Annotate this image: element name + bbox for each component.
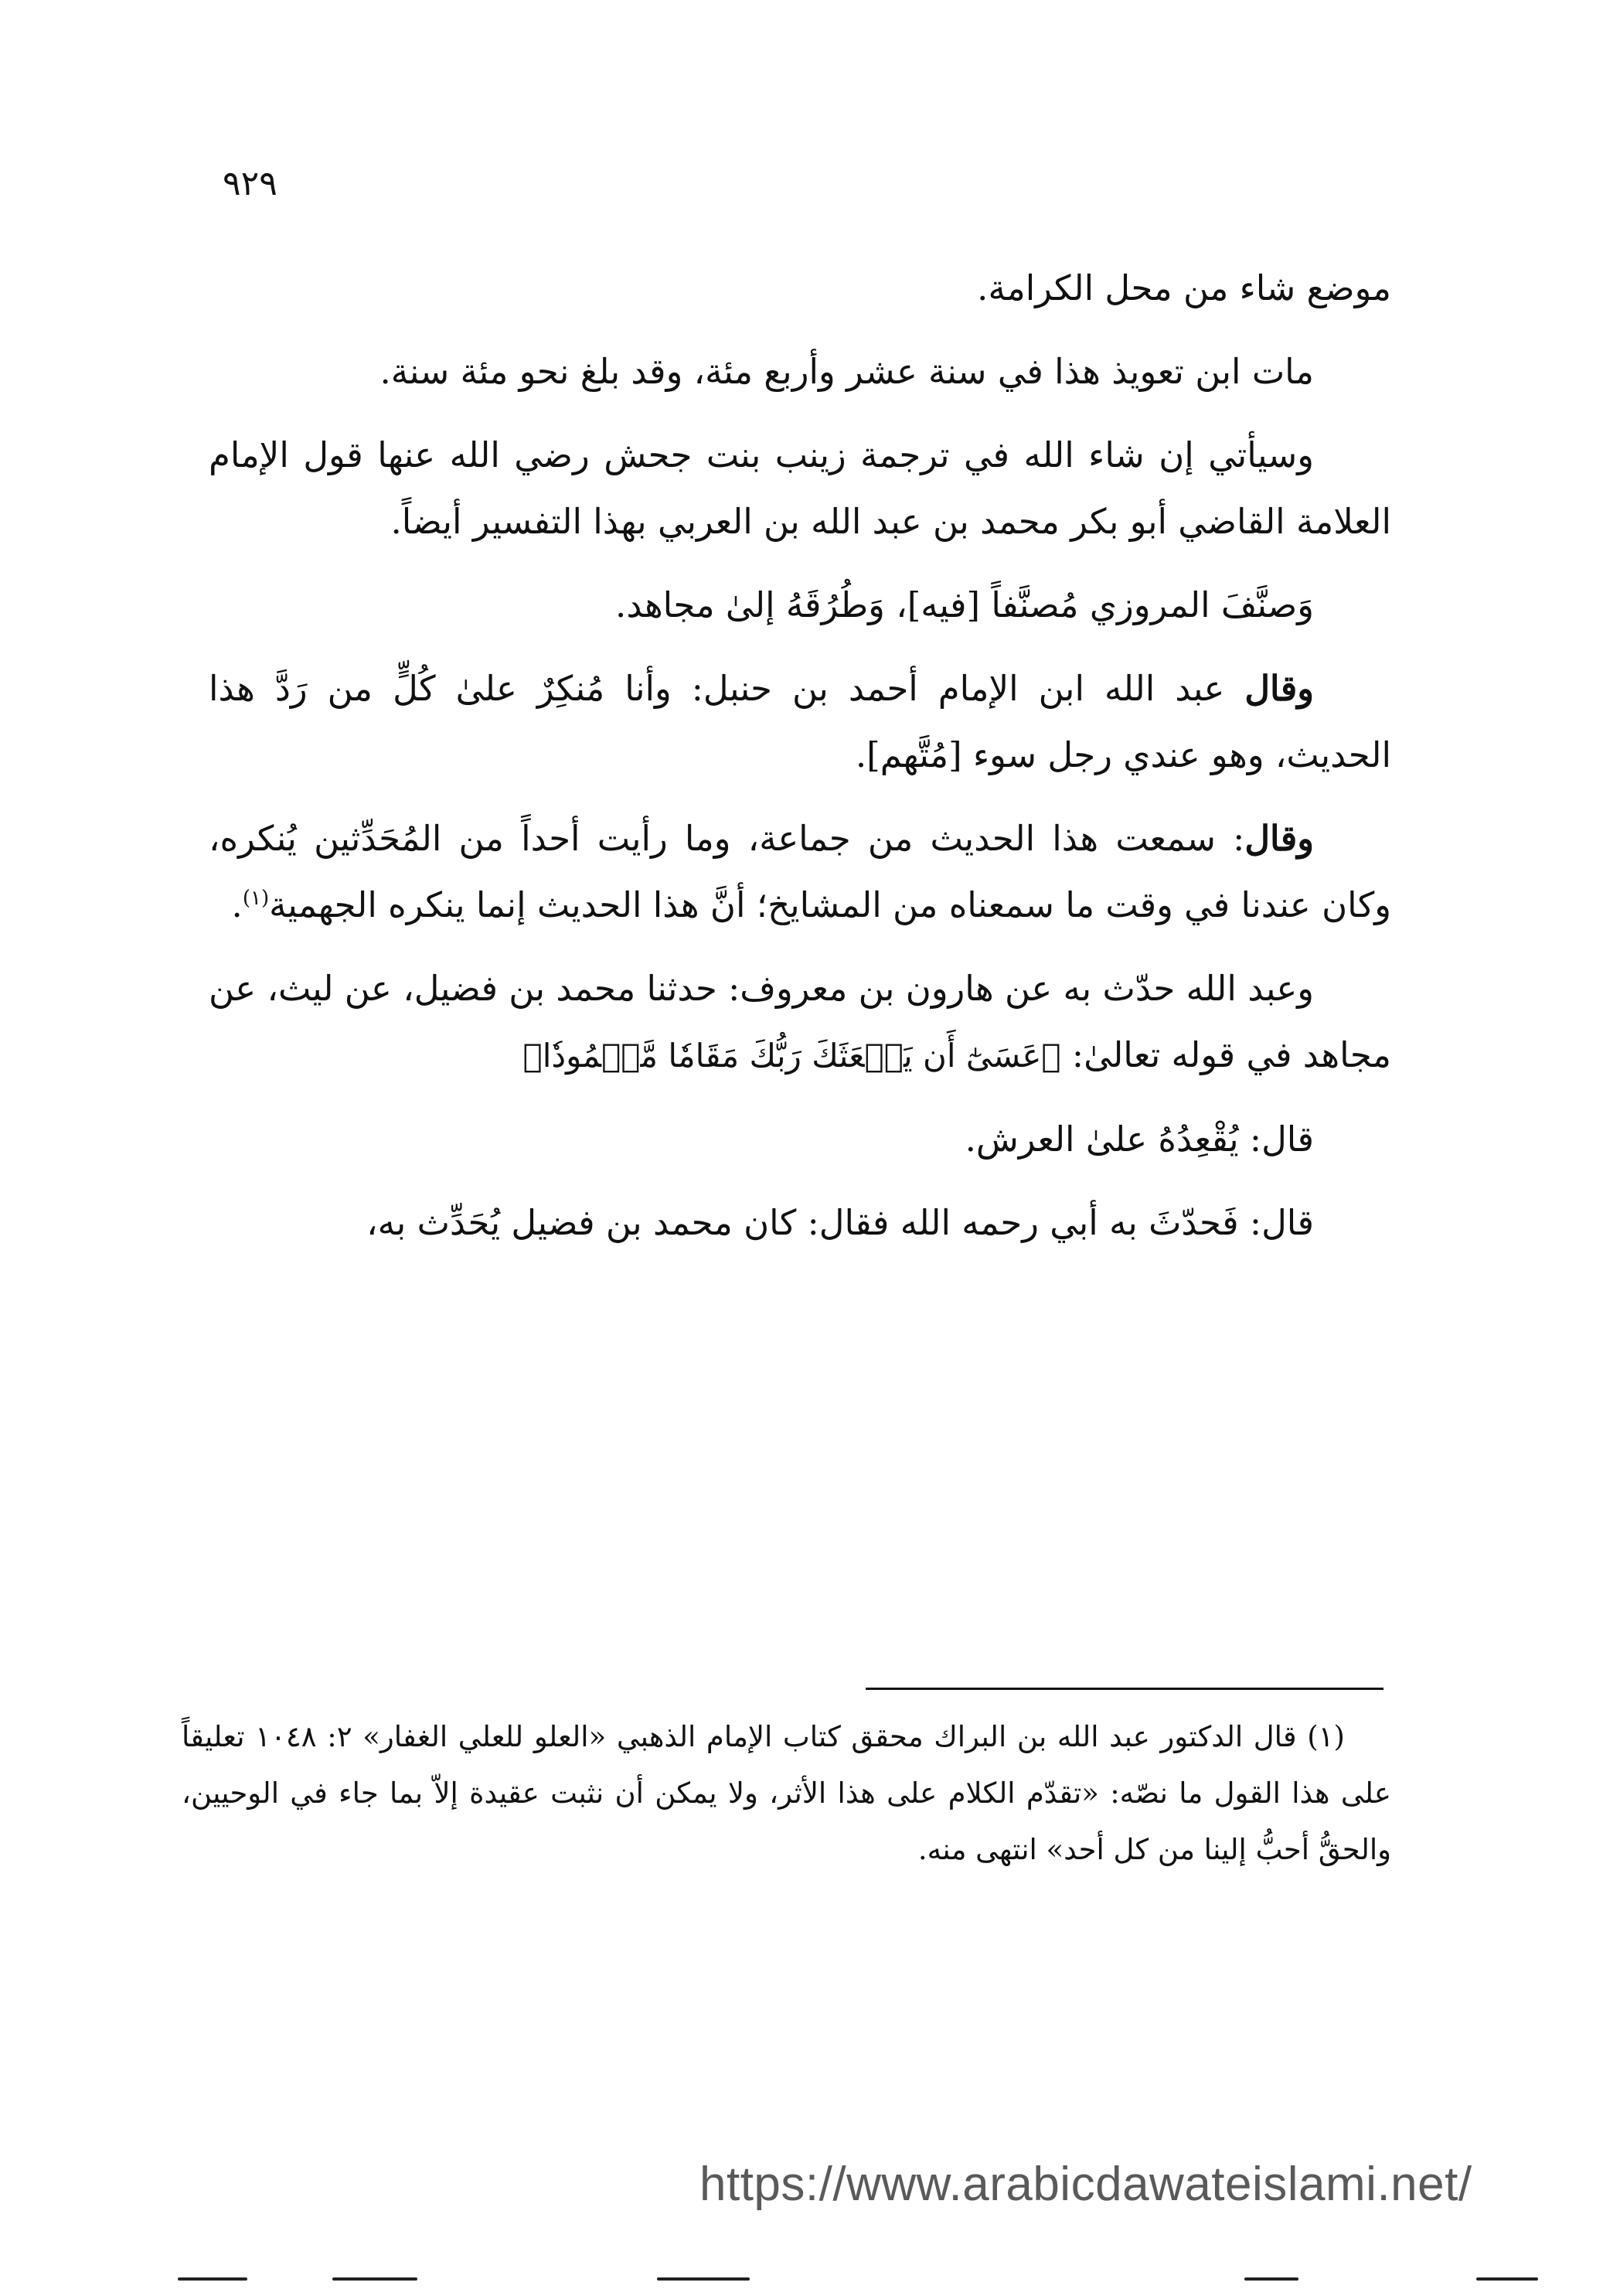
paragraph-text: قال: يُقْعِدُهُ علىٰ العرش. [965,1119,1314,1160]
scan-mark [178,2277,247,2281]
paragraph-text: عبد الله ابن الإمام أحمد بن حنبل: وأنا مُنكِرٌ علىٰ كُلٍّ من رَدَّ هذا الحديث، وهو عندي رجل سوء [مُتَّهم]. [209,668,1391,775]
paragraph-text: مات ابن تعويذ هذا في سنة عشر وأربع مئة، وقد بلغ نحو مئة سنة. [379,351,1314,392]
main-text [209,255,1391,1273]
paragraph-tail: . [231,884,243,925]
watermark-url: https://www.arabicdawateislami.net/ [699,2158,1472,2211]
scan-edge-marks [0,2277,1620,2287]
paragraph [209,806,1391,938]
paragraph [209,572,1391,639]
scan-mark [332,2277,417,2281]
scan-mark [1476,2277,1538,2281]
paragraph-text: وعبد الله حدّث به عن هارون بن معروف: حدثنا محمد بن فضيل، عن ليث، عن مجاهد في قوله تعالىٰ: [209,968,1391,1075]
paragraph [209,422,1391,555]
paragraph-lead-word: وقال [1244,668,1314,709]
scan-mark [657,2277,750,2281]
paragraph-text: موضع شاء من محل الكرامة. [977,267,1391,308]
paragraph-lead-word: وقال [1244,818,1314,859]
paragraph-text: قال: فَحدّثَ به أبي رحمه الله فقال: كان محمد بن فضيل يُحَدِّث به، [366,1202,1314,1243]
scan-mark [1244,2277,1298,2281]
page-number: ٩٢٩ [223,164,277,203]
footnote-reference[interactable]: (١) [242,887,270,910]
paragraph-text: وسيأتي إن شاء الله في ترجمة زينب بنت جحش رضي الله عنها قول الإمام العلامة القاضي أبو بكر محمد بن عبد الله بن العربي بهذا التفسير أيضاً. [209,434,1391,542]
paragraph-text: : سمعت هذا الحديث من جماعة، وما رأيت أحداً من المُحَدِّثين يُنكره، وكان عندنا في وقت ما سمعناه من المشايخ؛ أنَّ هذا الحديث إنما ينكره الجهمية [209,818,1391,925]
paragraph [209,255,1391,322]
footnotes-section [182,1708,1391,1878]
footnote: (١) قال الدكتور عبد الله بن البراك محقق كتاب الإمام الذهبي «العلو للعلي الغفار» ٢: ١٠٤٨ تعليقاً على هذا القول ما نصّه: «تقدّم الكلام على هذا الأثر، ولا يمكن أن نثبت عقيدة إلاّ بما جاء في الوحيين، والحقُّ أحبُّ إلينا من كل أحد» انتهى منه. [182,1720,1391,1866]
paragraph [209,1106,1391,1173]
paragraph [209,956,1391,1089]
quran-verse: ﴿عَسَىٰٓ أَن يَبۡعَثَكَ رَبُّكَ مَقَامٗا مَّحۡمُودٗا﴾ [522,1037,1061,1075]
paragraph [209,1190,1391,1256]
paragraph-text: وَصنَّفَ المروزي مُصنَّفاً [فيه]، وَطُرُقَهُ إلىٰ مجاهد. [615,584,1314,625]
paragraph [209,656,1391,789]
footnote-divider [866,1688,1383,1690]
paragraph [209,339,1391,405]
